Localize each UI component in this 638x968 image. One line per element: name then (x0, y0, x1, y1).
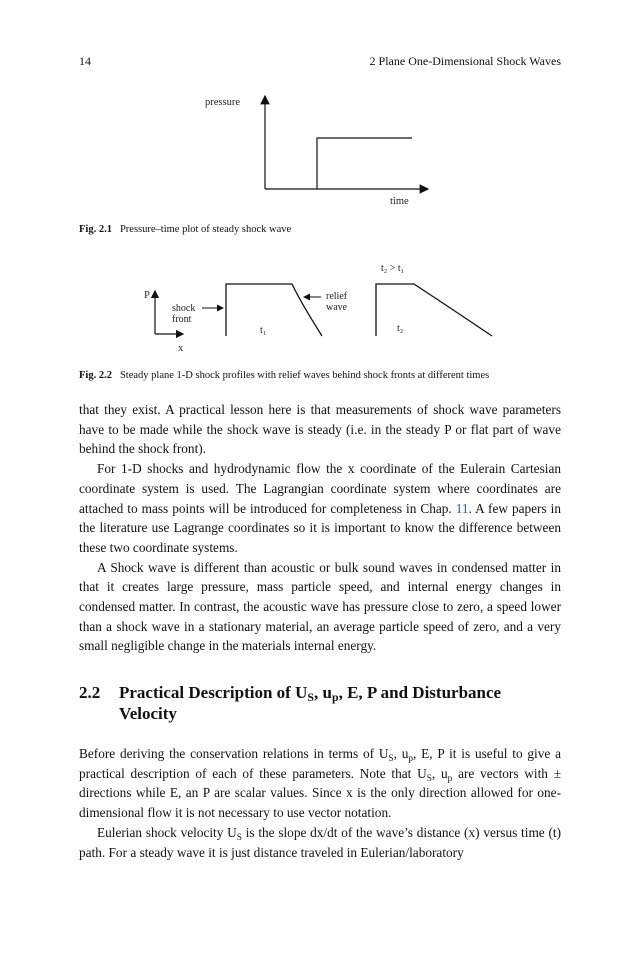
caption-text: Pressure–time plot of steady shock wave (119, 224, 292, 235)
chapter-link[interactable]: 11 (455, 500, 469, 516)
caption-label: Fig. 2.2 (79, 370, 112, 381)
x-axis-label: time (390, 196, 409, 207)
section-title: Practical Description of $U_S$, $u_p$, E, P and Disturbance Velocity (119, 683, 502, 723)
shock-profile (317, 138, 412, 189)
figure-2-2-caption (79, 369, 561, 383)
t1-label: t₁ (260, 325, 267, 336)
paragraph-2-text-a: For 1-D shocks and hydrodynamic flow the x coordinate of the Eulerain Cartesian coordinate system is used. The Lagrangian coordinate system where coordinates are attached to mass points will be introduced for completeness in Chap. (79, 461, 561, 516)
page-number: 14 (79, 54, 91, 68)
figure-2-1 (60, 86, 480, 216)
shock-profiles-diagram (60, 256, 520, 356)
caption-label: Fig. 2.1 (79, 224, 112, 235)
paragraph-4: Before deriving the conservation relations in terms of $U_S$, $u_p$, E, P it is useful to give a practical description of each of these parameters. Note that $U_S$, $u_p$ are vectors with ± directions while E, an P are scalar values. Since x is the only direction allowed for one-dimensional flow it is not necessary to use vector notation. (79, 746, 562, 821)
caption-text: Steady plane 1-D shock profiles with relief waves behind shock fronts at different times (119, 370, 490, 381)
figure-2-2 (60, 256, 520, 361)
x-axis-label: x (178, 343, 184, 354)
paragraph-2-text-b: . A few papers in the literature use Lagrange coordinates so it is important to know the difference between these two coordinate systems. (79, 500, 561, 555)
time-compare-label: t₂ > t₁ (381, 263, 405, 274)
relief-wave-label-line1: relief (326, 291, 348, 302)
body-text-block-2 (79, 744, 561, 862)
t2-label: t₂ (397, 323, 404, 334)
paragraph-1: that they exist. A practical lesson here is that measurements of shock wave parameters have to be made while the shock wave is steady (i.e. in the steady P or flat part of wave behind the shock front). (79, 402, 561, 457)
figure-2-1-caption (79, 223, 561, 237)
y-axis-label: pressure (205, 97, 240, 108)
section-heading (79, 682, 561, 726)
relief-wave-label-line2: wave (326, 302, 348, 313)
body-text-block-1 (79, 400, 561, 656)
profile-t2 (376, 284, 492, 336)
pressure-time-plot (60, 86, 480, 211)
p-axis-label: P (144, 290, 150, 301)
shock-front-label-line1: shock (172, 303, 196, 314)
profile-t1 (226, 284, 322, 336)
shock-front-label-line2: front (172, 314, 192, 325)
running-title: 2 Plane One-Dimensional Shock Waves (369, 54, 561, 68)
paragraph-3: A Shock wave is different than acoustic or bulk sound waves in condensed matter in that it creates large pressure, mass particle speed, and internal energy changes in condensed matter. In contrast, the acoustic wave has pressure close to zero, a speed lower than a shock wave in a stationary material, an average particle speed of zero, and a very small negligible change in the materials internal energy. (79, 559, 561, 654)
section-number: 2.2 (79, 683, 101, 702)
paragraph-2 (79, 459, 561, 558)
paragraph-5: Eulerian shock velocity $U_S$ is the slope dx/dt of the wave’s distance (x) versus time (t) path. For a steady wave it is just distance traveled in Eulerian/laboratory (79, 824, 561, 860)
